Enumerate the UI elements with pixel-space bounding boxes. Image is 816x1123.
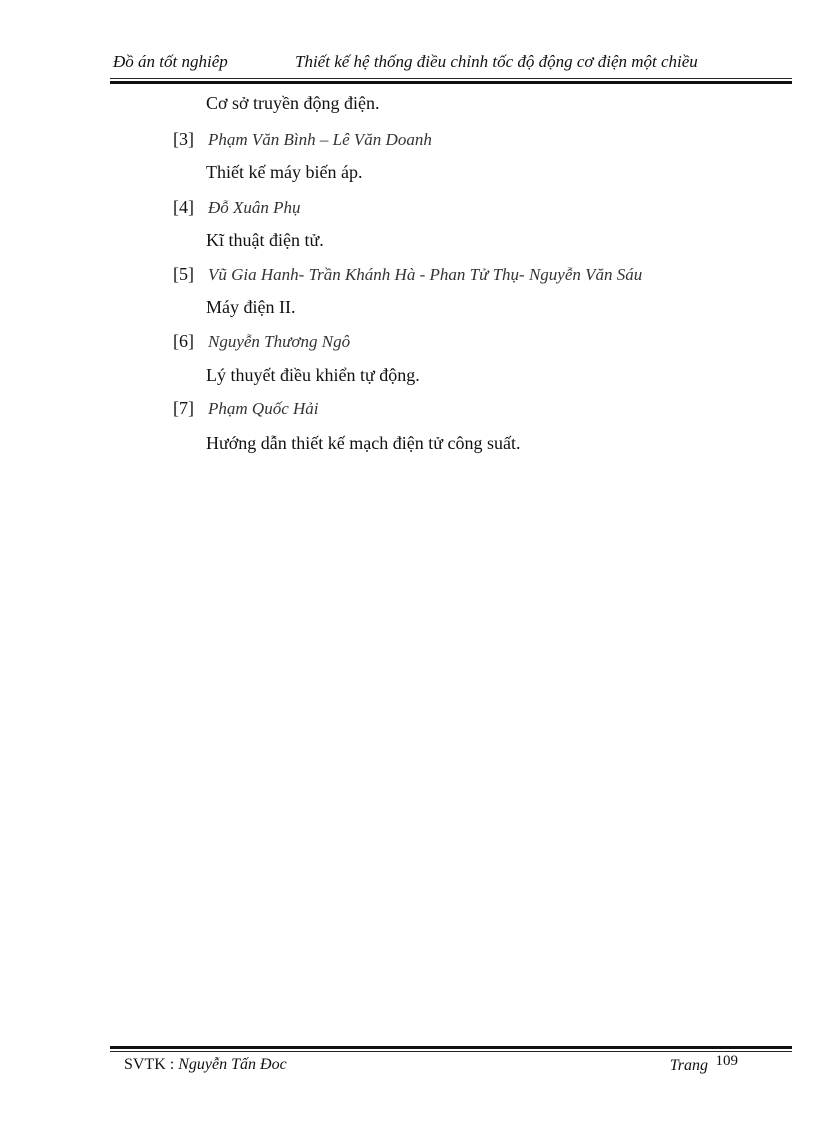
header-document-title: Thiết kế hệ thống điều chỉnh tốc độ động cơ điện một chiều <box>295 52 698 71</box>
page-label: Trang <box>669 1057 708 1074</box>
reference-number: [4] <box>173 197 194 217</box>
reference-authors: Nguyễn Thương Ngô <box>208 332 351 351</box>
page-number: 109 <box>715 1053 738 1069</box>
reference-number: [6] <box>173 331 194 351</box>
reference-title: Lý thuyết điều khiển tự động. <box>206 365 420 385</box>
header-document-type: Đồ án tốt nghiêp <box>113 52 228 71</box>
reference-authors: Phạm Văn Bình – Lê Văn Doanh <box>208 130 432 149</box>
header-rule <box>110 78 792 84</box>
reference-title: Kĩ thuật điện tử. <box>206 230 324 250</box>
reference-number: [5] <box>173 264 194 284</box>
reference-title: Máy điện II. <box>206 297 296 317</box>
reference-authors: Đỗ Xuân Phụ <box>208 198 301 217</box>
reference-number: [7] <box>173 398 194 418</box>
page-footer <box>110 1054 792 1076</box>
footer-rule <box>110 1046 792 1052</box>
reference-authors: Vũ Gia Hanh- Trần Khánh Hà - Phan Tử Thụ- Nguyễn Văn Sáu <box>208 265 643 284</box>
reference-title: Thiết kế máy biến áp. <box>206 162 363 182</box>
reference-continued-title: Cơ sở truyền động điện. <box>206 93 380 113</box>
reference-authors: Phạm Quốc Hải <box>208 399 319 418</box>
footer-student <box>124 1056 287 1074</box>
page-header <box>110 52 792 74</box>
reference-number: [3] <box>173 129 194 149</box>
reference-title: Hướng dẫn thiết kế mạch điện tử công suất. <box>206 433 521 453</box>
svtk-label: SVTK : <box>124 1056 175 1073</box>
student-name: Nguyễn Tấn Đoc <box>178 1056 287 1073</box>
